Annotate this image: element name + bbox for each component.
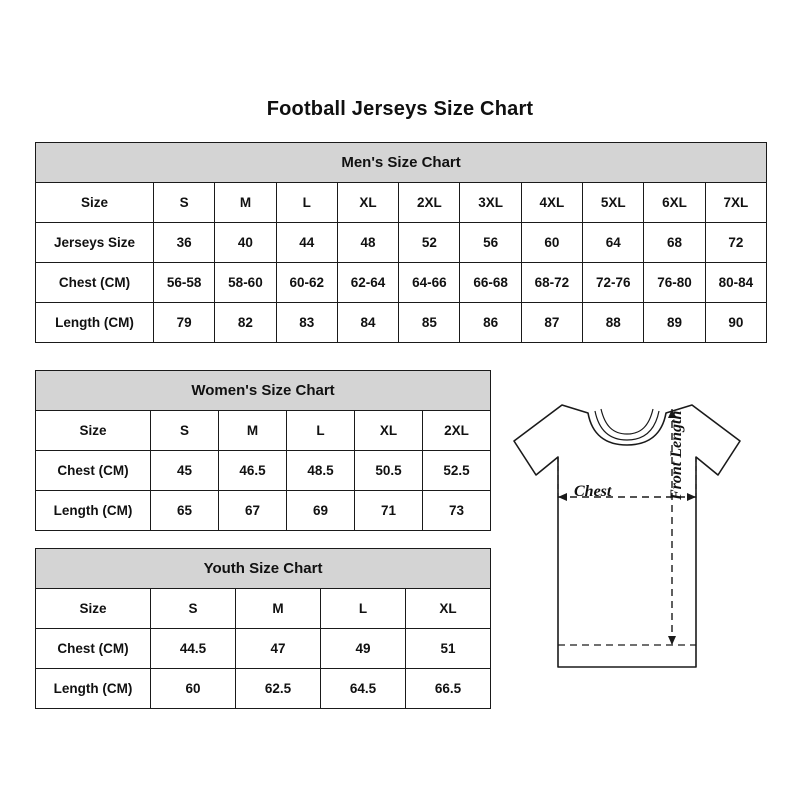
table-cell: 73 [423, 491, 491, 531]
chest-measurement-label: Chest [574, 483, 612, 500]
table-cell: 60-62 [276, 263, 337, 303]
table-cell: S [151, 411, 219, 451]
table-cell: 36 [154, 223, 215, 263]
row-label: Chest (CM) [36, 263, 154, 303]
table-cell: 47 [236, 629, 321, 669]
row-label: Size [36, 589, 151, 629]
youth-table-caption: Youth Size Chart [36, 549, 491, 589]
table-cell: 72-76 [583, 263, 644, 303]
table-cell: 76-80 [644, 263, 705, 303]
table-cell: 79 [154, 303, 215, 343]
mens-size-table [35, 142, 767, 343]
table-cell: 2XL [423, 411, 491, 451]
row-label: Size [36, 183, 154, 223]
table-cell: XL [406, 589, 491, 629]
table-cell: 67 [219, 491, 287, 531]
table-cell: 80-84 [705, 263, 766, 303]
table-cell: 89 [644, 303, 705, 343]
table-cell: 86 [460, 303, 521, 343]
table-cell: 44 [276, 223, 337, 263]
table-cell: 51 [406, 629, 491, 669]
table-cell: 72 [705, 223, 766, 263]
table-cell: 4XL [521, 183, 582, 223]
table-row [36, 629, 491, 669]
table-cell: S [151, 589, 236, 629]
table-cell: M [236, 589, 321, 629]
table-row [36, 411, 491, 451]
youth-size-table [35, 548, 491, 709]
table-row [36, 223, 767, 263]
table-cell: 68 [644, 223, 705, 263]
table-row [36, 263, 767, 303]
table-cell: 65 [151, 491, 219, 531]
table-row [36, 451, 491, 491]
table-cell: 56-58 [154, 263, 215, 303]
table-row [36, 491, 491, 531]
table-cell: 82 [215, 303, 276, 343]
table-cell: 50.5 [355, 451, 423, 491]
row-label: Chest (CM) [36, 629, 151, 669]
womens-table-caption: Women's Size Chart [36, 371, 491, 411]
mens-table-caption: Men's Size Chart [36, 143, 767, 183]
table-cell: L [276, 183, 337, 223]
table-cell: 62.5 [236, 669, 321, 709]
table-cell: 46.5 [219, 451, 287, 491]
row-label: Length (CM) [36, 303, 154, 343]
table-cell: M [215, 183, 276, 223]
table-cell: 84 [337, 303, 398, 343]
row-label: Size [36, 411, 151, 451]
table-cell: 85 [399, 303, 460, 343]
table-cell: 6XL [644, 183, 705, 223]
table-cell: 48.5 [287, 451, 355, 491]
table-row [36, 183, 767, 223]
table-cell: 48 [337, 223, 398, 263]
table-cell: L [287, 411, 355, 451]
table-cell: 64-66 [399, 263, 460, 303]
table-cell: 40 [215, 223, 276, 263]
table-cell: 45 [151, 451, 219, 491]
table-cell: XL [337, 183, 398, 223]
table-caption-row [36, 549, 491, 589]
table-caption-row [36, 371, 491, 411]
table-row [36, 669, 491, 709]
table-cell: 90 [705, 303, 766, 343]
table-cell: 7XL [705, 183, 766, 223]
table-cell: 5XL [583, 183, 644, 223]
front-length-measurement-label: Front Length [668, 410, 685, 500]
jersey-measurement-diagram [500, 395, 780, 695]
table-cell: 69 [287, 491, 355, 531]
table-cell: 3XL [460, 183, 521, 223]
table-cell: 87 [521, 303, 582, 343]
table-cell: 66.5 [406, 669, 491, 709]
table-cell: XL [355, 411, 423, 451]
table-cell: L [321, 589, 406, 629]
table-caption-row [36, 143, 767, 183]
row-label: Jerseys Size [36, 223, 154, 263]
row-label: Length (CM) [36, 491, 151, 531]
table-cell: 68-72 [521, 263, 582, 303]
table-cell: 52.5 [423, 451, 491, 491]
table-cell: 52 [399, 223, 460, 263]
table-cell: 60 [521, 223, 582, 263]
table-cell: 66-68 [460, 263, 521, 303]
row-label: Chest (CM) [36, 451, 151, 491]
table-row [36, 303, 767, 343]
table-cell: 83 [276, 303, 337, 343]
table-cell: 58-60 [215, 263, 276, 303]
table-cell: 60 [151, 669, 236, 709]
table-row [36, 589, 491, 629]
table-cell: 88 [583, 303, 644, 343]
table-cell: 44.5 [151, 629, 236, 669]
page-title: Football Jerseys Size Chart [266, 98, 534, 120]
womens-size-table [35, 370, 491, 531]
table-cell: M [219, 411, 287, 451]
row-label: Length (CM) [36, 669, 151, 709]
table-cell: 71 [355, 491, 423, 531]
table-cell: 64 [583, 223, 644, 263]
table-cell: 56 [460, 223, 521, 263]
table-cell: 49 [321, 629, 406, 669]
jersey-outline-icon [500, 395, 780, 695]
table-cell: S [154, 183, 215, 223]
table-cell: 64.5 [321, 669, 406, 709]
table-cell: 2XL [399, 183, 460, 223]
table-cell: 62-64 [337, 263, 398, 303]
